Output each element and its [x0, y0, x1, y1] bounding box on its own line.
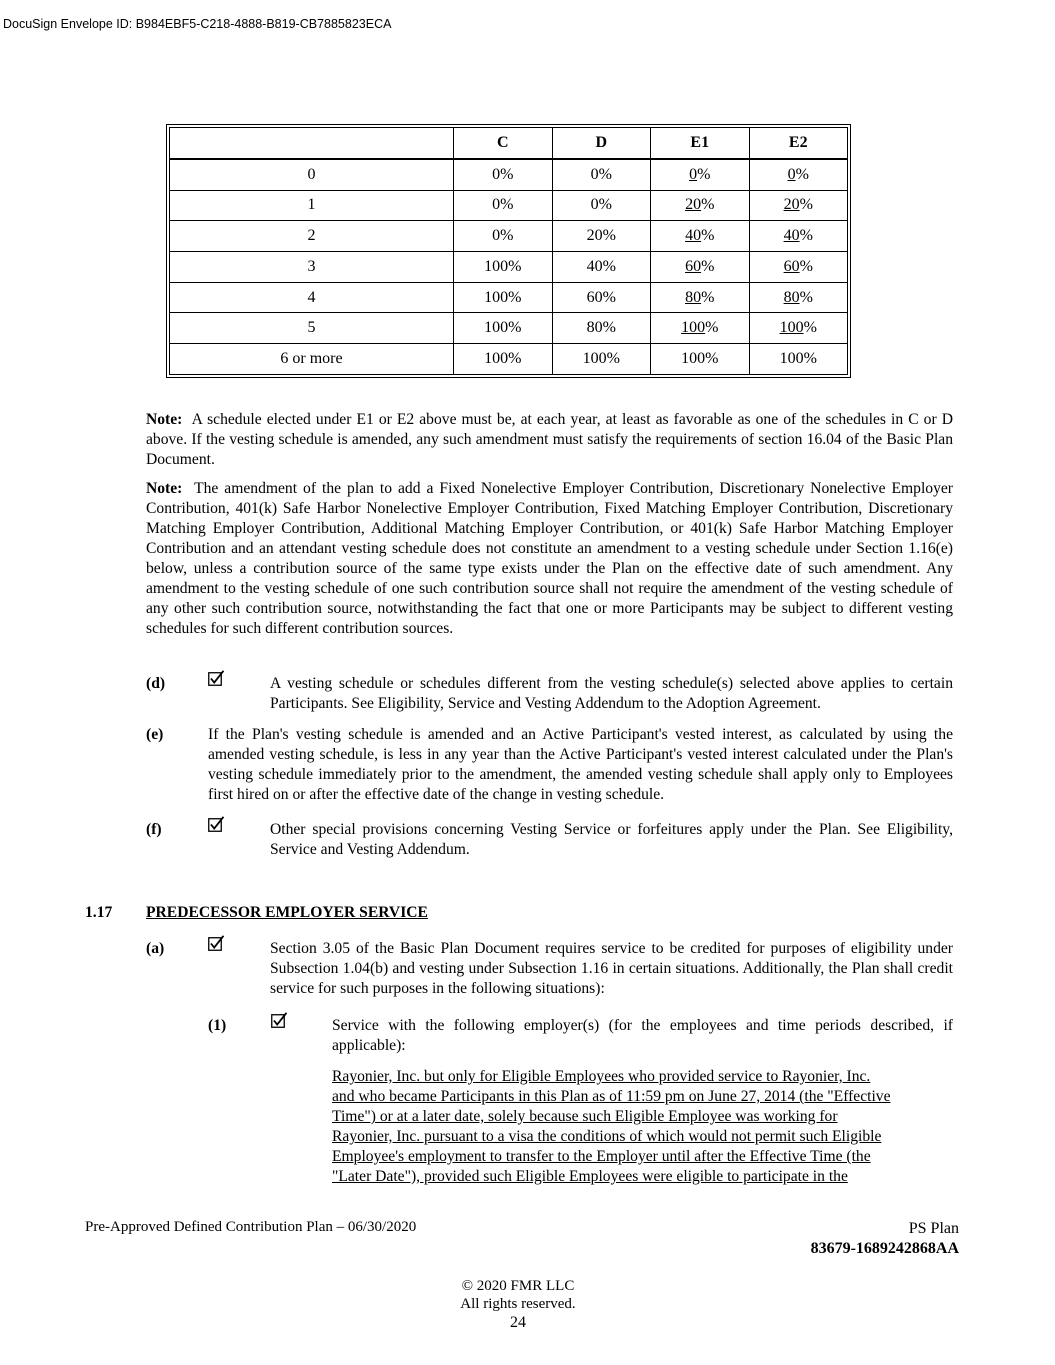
note-amendment	[146, 479, 953, 639]
fill-in-value: 0	[787, 165, 796, 183]
table-row	[170, 282, 848, 313]
text-line: Rayonier, Inc. but only for Eligible Employees who provided service to Rayonier, Inc.	[332, 1068, 871, 1085]
table-header-cell	[170, 128, 454, 159]
table-row	[170, 190, 848, 221]
vesting-schedule-table	[166, 124, 851, 378]
section-number: 1.17	[85, 904, 113, 921]
footer-plan-type: PS Plan	[908, 1220, 959, 1237]
table-cell	[749, 159, 848, 191]
text-line: Time") or at a later date, solely because such Eligible Employee was working for	[332, 1108, 838, 1125]
table-cell	[651, 252, 750, 283]
item-a-text: Section 3.05 of the Basic Plan Document requires service to be credited for purposes of eligibility under Subsection 1.04(b) and vesting under Subsection 1.16 in certain situations. Additionally, the Plan shall credit service for such purposes in the following situations):	[270, 940, 953, 997]
table-cell: 100%	[454, 313, 553, 344]
predecessor-service-description	[332, 1067, 957, 1187]
note-label: Note:	[146, 480, 183, 497]
checked-checkbox-icon[interactable]	[208, 816, 224, 832]
item-d-label: (d)	[146, 675, 166, 692]
fill-in-value: 60	[685, 257, 702, 275]
note-label: Note:	[146, 411, 183, 428]
table-cell	[749, 313, 848, 344]
table-cell: 0%	[552, 159, 651, 191]
fill-in-value: 100	[779, 319, 804, 337]
table-cell	[651, 282, 750, 313]
fill-in-value: 0	[689, 165, 698, 183]
item-a-label: (a)	[146, 940, 165, 957]
table-header-cell: D	[552, 128, 651, 159]
table-cell	[651, 190, 750, 221]
table-cell: 0%	[454, 159, 553, 191]
table-cell: 6 or more	[170, 344, 454, 375]
text-line: "Later Date"), provided such Eligible Employees were eligible to participate in the	[332, 1168, 848, 1185]
percent-suffix: %	[795, 165, 809, 183]
fill-in-value: 60	[783, 257, 800, 275]
table-cell	[749, 252, 848, 283]
percent-suffix: %	[701, 227, 715, 245]
percent-suffix: %	[705, 319, 719, 337]
table-cell: 100%	[454, 282, 553, 313]
item-1-label: (1)	[208, 1017, 227, 1034]
table-cell: 20%	[552, 221, 651, 252]
table-row	[170, 313, 848, 344]
table-cell	[651, 159, 750, 191]
text-line: Employee's employment to transfer to the Employer until after the Effective Time (the	[332, 1148, 871, 1165]
table-header-cell: E2	[749, 128, 848, 159]
fill-in-value: 40	[685, 227, 702, 245]
footer-plan-name: Pre-Approved Defined Contribution Plan – 06/30/2020	[85, 1219, 417, 1235]
table-cell: 0%	[454, 190, 553, 221]
table-cell: 4	[170, 282, 454, 313]
percent-suffix: %	[701, 257, 715, 275]
docusign-envelope-id: DocuSign Envelope ID: B984EBF5-C218-4888-B819-CB7885823ECA	[3, 17, 392, 31]
table-cell: 100%	[552, 344, 651, 375]
footer-plan-info	[811, 1219, 959, 1259]
table-cell	[651, 313, 750, 344]
table-cell: 2	[170, 221, 454, 252]
table-cell: 100%	[749, 344, 848, 375]
table-cell	[749, 190, 848, 221]
table-cell: 100%	[651, 344, 750, 375]
item-1-text: Service with the following employer(s) (for the employees and time periods described, if applicable):	[332, 1017, 953, 1054]
page-number: 24	[510, 1314, 526, 1331]
fill-in-value: 100	[681, 319, 706, 337]
fill-in-value: 40	[783, 227, 800, 245]
table-header-cell: E1	[651, 128, 750, 159]
fill-in-value: 80	[783, 288, 800, 306]
table-cell	[749, 221, 848, 252]
table-cell: 80%	[552, 313, 651, 344]
table-cell: 5	[170, 313, 454, 344]
table-row	[170, 252, 848, 283]
table-cell	[651, 221, 750, 252]
item-e-label: (e)	[146, 726, 164, 743]
table-cell: 1	[170, 190, 454, 221]
percent-suffix: %	[799, 196, 813, 214]
table-cell: 40%	[552, 252, 651, 283]
table-header-cell: C	[454, 128, 553, 159]
fill-in-value: 80	[685, 288, 702, 306]
percent-suffix: %	[701, 288, 715, 306]
table-cell: 100%	[454, 252, 553, 283]
table-cell: 60%	[552, 282, 651, 313]
item-f-label: (f)	[146, 821, 162, 838]
footer-copyright-block	[0, 1277, 1036, 1333]
note-text: A schedule elected under E1 or E2 above must be, at each year, at least as favorable as one of the schedules in C or D above. If the vesting schedule is amended, any such amendment must satisfy the requirements of section 16.04 of the Basic Plan Document.	[146, 411, 953, 468]
checked-checkbox-icon[interactable]	[271, 1012, 287, 1028]
note-text: The amendment of the plan to add a Fixed Nonelective Employer Contribution, Discretionary Nonelective Employer Contribution, 401(k) Safe Harbor Nonelective Employer Contribution, Fixed Matching Employer Contribution, Discretionary Matching Employer Contribution, Additional Matching Employer Contribution, or 401(k) Safe Harbor Matching Employer Contribution and an attendant vesting schedule does not constitute an amendment to a vesting schedule under Section 1.16(e) below, unless a contribution source of the same type exists under the Plan on the effective date of such amendment. Any amendment to the vesting schedule of one such contribution source shall not require the amendment of the vesting schedule of any other such contribution source, notwithstanding the fact that one or more Participants may be subject to different vesting schedules for such different contribution sources.	[146, 480, 953, 637]
table-cell: 0	[170, 159, 454, 191]
percent-suffix: %	[799, 288, 813, 306]
footer-copyright: © 2020 FMR LLC	[461, 1278, 575, 1294]
text-line: Rayonier, Inc. pursuant to a visa the conditions of which would not permit such Eligible	[332, 1128, 882, 1145]
footer-plan-id: 83679-1689242868AA	[810, 1240, 959, 1257]
checked-checkbox-icon[interactable]	[208, 670, 224, 686]
section-title: PREDECESSOR EMPLOYER SERVICE	[146, 904, 428, 921]
checked-checkbox-icon[interactable]	[208, 935, 224, 951]
percent-suffix: %	[803, 319, 817, 337]
fill-in-value: 20	[685, 196, 702, 214]
percent-suffix: %	[799, 257, 813, 275]
table-cell	[749, 282, 848, 313]
table-cell: 3	[170, 252, 454, 283]
note-e1-e2	[146, 410, 953, 470]
text-line: and who became Participants in this Plan as of 11:59 pm on June 27, 2014 (the "Effective	[332, 1088, 891, 1105]
item-f-text: Other special provisions concerning Vesting Service or forfeitures apply under the Plan. See Eligibility, Service and Vesting Addendum.	[270, 821, 953, 858]
percent-suffix: %	[799, 227, 813, 245]
table-row	[170, 159, 848, 191]
footer-rights: All rights reserved.	[460, 1296, 576, 1312]
percent-suffix: %	[701, 196, 715, 214]
table-cell: 0%	[454, 221, 553, 252]
table-cell: 100%	[454, 344, 553, 375]
table-row	[170, 344, 848, 375]
table-row	[170, 221, 848, 252]
table-header-row	[170, 128, 848, 159]
percent-suffix: %	[697, 165, 711, 183]
table-cell: 0%	[552, 190, 651, 221]
item-e-text: If the Plan's vesting schedule is amended and an Active Participant's vested interest, as calculated by using the amended vesting schedule, is less in any year than the Active Participant's vested interest calculated under the Plan's vesting schedule immediately prior to the amendment, the amended vesting schedule shall apply only to Employees first hired on or after the effective date of the change in vesting schedule.	[208, 726, 953, 803]
fill-in-value: 20	[783, 196, 800, 214]
item-d-text: A vesting schedule or schedules different from the vesting schedule(s) selected above applies to certain Participants. See Eligibility, Service and Vesting Addendum to the Adoption Agreement.	[270, 675, 953, 712]
